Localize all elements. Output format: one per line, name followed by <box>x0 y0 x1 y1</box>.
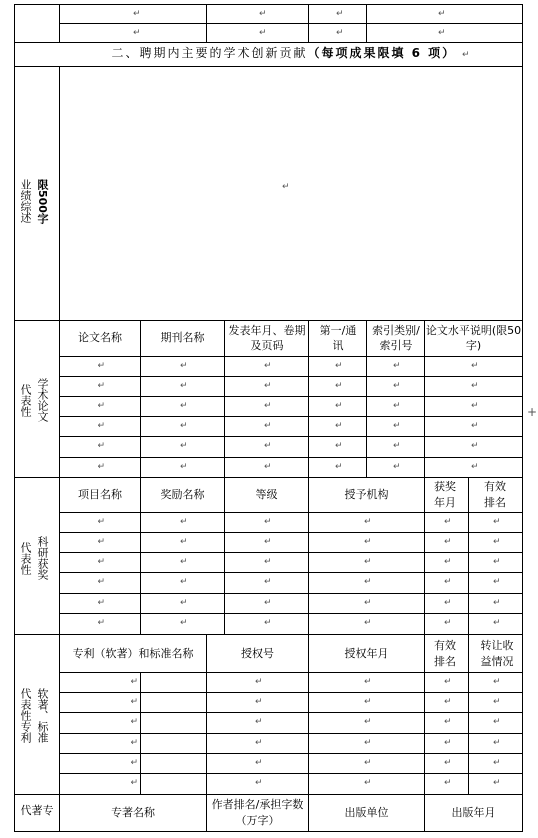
paragraph-mark: ↵ <box>335 401 343 411</box>
table-cell[interactable] <box>207 693 308 711</box>
paragraph-mark: ↵ <box>444 598 452 608</box>
table-cell[interactable] <box>469 553 522 571</box>
table-cell[interactable] <box>141 357 224 375</box>
paragraph-mark: ↵ <box>180 462 188 472</box>
paragraph-mark: ↵ <box>444 517 452 527</box>
paragraph-mark: ↵ <box>180 361 188 371</box>
awards-label-type: 科研获奖 <box>36 536 49 580</box>
paragraph-mark: ↵ <box>180 618 188 628</box>
table-cell[interactable] <box>425 533 468 551</box>
table-cell[interactable] <box>207 734 308 752</box>
table-cell[interactable] <box>225 573 308 591</box>
paragraph-mark: ↵ <box>444 618 452 628</box>
patents-label-main: 代表性专利 <box>19 687 32 743</box>
table-cell[interactable] <box>309 458 366 476</box>
paragraph-mark: ↵ <box>364 618 372 628</box>
paragraph-mark: ↵ <box>259 9 267 19</box>
patents-header-name: 专利（软著）和标准名称 <box>72 647 194 660</box>
paragraph-mark: ↵ <box>444 738 452 748</box>
table-cell[interactable] <box>141 573 224 591</box>
paragraph-mark: ↵ <box>97 361 106 371</box>
table-cell[interactable] <box>141 513 224 531</box>
table-cell[interactable] <box>141 437 224 455</box>
table-cell[interactable] <box>309 397 366 415</box>
table-cell[interactable] <box>309 553 424 571</box>
table-cell[interactable] <box>141 553 224 571</box>
table-cell[interactable] <box>425 417 522 435</box>
papers-header-title: 论文名称 <box>78 331 122 344</box>
table-cell[interactable] <box>60 513 140 531</box>
books-header-date: 出版年月 <box>451 806 496 819</box>
paragraph-mark: ↵ <box>133 9 141 19</box>
paragraph-mark: ↵ <box>255 778 263 788</box>
table-cell[interactable] <box>225 377 308 395</box>
table-cell[interactable] <box>469 713 522 731</box>
table-cell[interactable] <box>60 397 140 415</box>
paragraph-mark: ↵ <box>444 537 452 547</box>
table-cell[interactable] <box>367 377 424 395</box>
paragraph-mark: ↵ <box>255 677 263 687</box>
patents-header-rank: 有效排名 <box>434 639 456 668</box>
awards-header-org: 授予机构 <box>344 488 389 501</box>
papers-header-author: 第一/通讯 <box>319 324 357 352</box>
table-cell[interactable] <box>225 357 308 375</box>
table-cell[interactable] <box>225 437 308 455</box>
paragraph-mark: ↵ <box>255 758 263 768</box>
table-cell[interactable] <box>60 673 206 691</box>
paragraph-mark: ↵ <box>471 441 479 451</box>
paragraph-mark: ↵ <box>255 738 263 748</box>
papers-label-type: 学术论文 <box>36 378 49 422</box>
paragraph-mark: ↵ <box>444 557 452 567</box>
papers-header-date: 发表年月、卷期及页码 <box>228 324 306 352</box>
table-cell[interactable] <box>469 573 522 591</box>
paragraph-mark: ↵ <box>180 537 188 547</box>
section-title-limit: （每项成果限填 6 项） <box>307 46 457 60</box>
table-cell[interactable] <box>141 458 224 476</box>
paragraph-mark: ↵ <box>255 717 263 727</box>
table-cell[interactable] <box>60 357 140 375</box>
table-cell[interactable] <box>141 614 224 632</box>
paragraph-mark: ↵ <box>444 717 452 727</box>
paragraph-mark: ↵ <box>259 28 267 38</box>
paragraph-mark: ↵ <box>364 537 372 547</box>
table-cell[interactable] <box>225 458 308 476</box>
paragraph-mark: ↵ <box>393 421 401 431</box>
patents-side-label <box>19 680 31 750</box>
awards-side-type <box>36 530 48 586</box>
paragraph-mark: ↵ <box>335 421 343 431</box>
table-cell[interactable] <box>367 437 424 455</box>
paragraph-mark: ↵ <box>97 618 106 628</box>
table-cell[interactable] <box>309 734 424 752</box>
paragraph-mark: ↵ <box>133 28 141 38</box>
section-title <box>60 44 523 61</box>
table-cell[interactable] <box>425 357 522 375</box>
paragraph-mark: ↵ <box>493 618 501 628</box>
paragraph-mark: ↵ <box>444 577 452 587</box>
table-cell[interactable] <box>309 437 366 455</box>
paragraph-mark: ↵ <box>97 577 106 587</box>
paragraph-mark: ↵ <box>471 421 479 431</box>
table-cell[interactable] <box>309 573 424 591</box>
paragraph-mark: ↵ <box>130 717 139 727</box>
table-cell[interactable] <box>309 673 424 691</box>
paragraph-mark: ↵ <box>264 577 272 587</box>
paragraph-mark: ↵ <box>336 9 344 19</box>
paragraph-mark: ↵ <box>97 537 106 547</box>
paragraph-mark: ↵ <box>264 381 272 391</box>
papers-side-type <box>36 372 48 428</box>
paragraph-mark: ↵ <box>180 517 188 527</box>
table-cell[interactable] <box>207 673 308 691</box>
table-cell[interactable] <box>469 734 522 752</box>
section-title-text: 二、聘期内主要的学术创新贡献 <box>111 46 308 60</box>
table-cell[interactable] <box>425 513 468 531</box>
paragraph-mark: ↵ <box>438 28 446 38</box>
table-cell[interactable] <box>367 417 424 435</box>
papers-header-index: 索引类别/索引号 <box>372 324 420 352</box>
table-cell[interactable] <box>225 553 308 571</box>
patents-header-number: 授权号 <box>241 647 274 660</box>
paragraph-mark: ↵ <box>364 577 372 587</box>
paragraph-mark: ↵ <box>364 697 372 707</box>
paragraph-mark: ↵ <box>493 517 501 527</box>
paragraph-mark: ↵ <box>97 381 106 391</box>
table-cell[interactable] <box>225 417 308 435</box>
awards-header-project: 项目名称 <box>78 488 122 501</box>
paragraph-mark: ↵ <box>97 401 106 411</box>
table-cell[interactable] <box>141 397 224 415</box>
add-row-handle[interactable]: + <box>527 405 538 419</box>
paragraph-mark: ↵ <box>364 598 372 608</box>
paragraph-mark: ↵ <box>282 182 290 192</box>
table-cell[interactable] <box>141 377 224 395</box>
paragraph-mark: ↵ <box>180 557 188 567</box>
awards-label-main: 代表性 <box>19 541 32 575</box>
table-cell[interactable] <box>60 458 140 476</box>
paragraph-mark: ↵ <box>264 618 272 628</box>
table-cell[interactable] <box>207 713 308 731</box>
paragraph-mark: ↵ <box>493 677 501 687</box>
table-cell[interactable] <box>60 437 140 455</box>
summary-label-limit: 限500字 <box>36 178 49 224</box>
paragraph-mark: ↵ <box>335 381 343 391</box>
paragraph-mark: ↵ <box>255 697 263 707</box>
patents-side-type <box>36 680 48 750</box>
patents-header-date: 授权年月 <box>344 647 389 660</box>
paragraph-mark: ↵ <box>264 537 272 547</box>
table-cell[interactable] <box>367 357 424 375</box>
books-header-name: 专著名称 <box>111 806 155 819</box>
paragraph-mark: ↵ <box>364 778 372 788</box>
table-cell[interactable] <box>425 754 468 772</box>
table-cell[interactable] <box>469 754 522 772</box>
table-cell[interactable] <box>425 693 468 711</box>
paragraph-mark: ↵ <box>180 577 188 587</box>
table-cell[interactable] <box>60 553 140 571</box>
paragraph-mark: ↵ <box>493 697 501 707</box>
paragraph-mark: ↵ <box>444 677 452 687</box>
table-cell[interactable] <box>309 754 424 772</box>
books-header-publisher: 出版单位 <box>344 806 389 819</box>
table-cell[interactable] <box>425 377 522 395</box>
paragraph-mark: ↵ <box>335 441 343 451</box>
papers-header-journal: 期刊名称 <box>160 331 205 344</box>
paragraph-mark: ↵ <box>335 462 343 472</box>
paragraph-mark: ↵ <box>180 598 188 608</box>
table-cell[interactable] <box>225 594 308 612</box>
table-cell[interactable] <box>309 713 424 731</box>
paragraph-mark: ↵ <box>393 381 401 391</box>
awards-header-grade: 等级 <box>255 488 278 501</box>
paragraph-mark: ↵ <box>97 598 106 608</box>
paragraph-mark: ↵ <box>364 677 372 687</box>
table-cell[interactable] <box>469 513 522 531</box>
table-cell[interactable] <box>60 594 140 612</box>
table-cell[interactable] <box>309 614 424 632</box>
table-cell[interactable] <box>207 774 308 792</box>
awards-side-label <box>19 530 31 586</box>
table-cell[interactable] <box>60 754 206 772</box>
paragraph-mark: ↵ <box>444 758 452 768</box>
table-cell[interactable] <box>309 594 424 612</box>
table-cell[interactable] <box>425 614 468 632</box>
paragraph-mark: ↵ <box>393 462 401 472</box>
paragraph-mark: ↵ <box>264 441 272 451</box>
table-cell[interactable] <box>225 397 308 415</box>
paragraph-mark: ↵ <box>130 697 139 707</box>
table-cell[interactable] <box>60 734 206 752</box>
paragraph-mark: ↵ <box>493 758 501 768</box>
table-cell[interactable] <box>141 594 224 612</box>
paragraph-mark: ↵ <box>130 758 139 768</box>
paragraph-mark: ↵ <box>264 557 272 567</box>
paragraph-mark: ↵ <box>130 778 139 788</box>
paragraph-mark: ↵ <box>264 462 272 472</box>
paragraph-mark: ↵ <box>444 697 452 707</box>
paragraph-mark: ↵ <box>364 717 372 727</box>
table-cell[interactable] <box>367 397 424 415</box>
paragraph-mark: ↵ <box>264 401 272 411</box>
table-cell[interactable] <box>60 614 140 632</box>
paragraph-mark: ↵ <box>471 462 479 472</box>
paragraph-mark: ↵ <box>335 361 343 371</box>
paragraph-mark: ↵ <box>471 381 479 391</box>
table-cell[interactable] <box>425 594 468 612</box>
paragraph-mark: ↵ <box>130 677 139 687</box>
table-cell[interactable] <box>425 673 468 691</box>
paragraph-mark: ↵ <box>493 577 501 587</box>
awards-header-date: 获奖年月 <box>434 480 456 509</box>
paragraph-mark: ↵ <box>364 517 372 527</box>
table-cell[interactable] <box>60 713 206 731</box>
paragraph-mark: ↵ <box>264 517 272 527</box>
paragraph-mark: ↵ <box>493 598 501 608</box>
paragraph-mark: ↵ <box>264 361 272 371</box>
paragraph-mark: ↵ <box>97 441 106 451</box>
awards-header-rank: 有效排名 <box>484 480 506 509</box>
paragraph-mark: ↵ <box>364 758 372 768</box>
table-cell[interactable] <box>425 458 522 476</box>
table-cell[interactable] <box>60 573 140 591</box>
paragraph-mark: ↵ <box>462 50 472 60</box>
paragraph-mark: ↵ <box>444 778 452 788</box>
paragraph-mark: ↵ <box>180 421 188 431</box>
papers-header-level: 论文水平说明(限50字) <box>425 324 522 352</box>
papers-side-label <box>19 372 31 428</box>
paragraph-mark: ↵ <box>97 462 106 472</box>
table-cell[interactable] <box>60 533 140 551</box>
table-cell[interactable] <box>469 614 522 632</box>
table-cell[interactable] <box>60 417 140 435</box>
table-cell[interactable] <box>469 594 522 612</box>
paragraph-mark: ↵ <box>264 598 272 608</box>
patents-header-transfer: 转让收益情况 <box>480 639 514 668</box>
paragraph-mark: ↵ <box>471 361 479 371</box>
paragraph-mark: ↵ <box>97 557 106 567</box>
table-cell[interactable] <box>141 417 224 435</box>
paragraph-mark: ↵ <box>180 401 188 411</box>
paragraph-mark: ↵ <box>493 537 501 547</box>
table-cell[interactable] <box>425 437 522 455</box>
paragraph-mark: ↵ <box>393 441 401 451</box>
paragraph-mark: ↵ <box>493 778 501 788</box>
table-cell[interactable] <box>425 713 468 731</box>
paragraph-mark: ↵ <box>336 28 344 38</box>
table-cell[interactable] <box>425 734 468 752</box>
table-cell[interactable] <box>469 673 522 691</box>
table-cell[interactable] <box>309 513 424 531</box>
paragraph-mark: ↵ <box>438 9 446 19</box>
table-cell[interactable] <box>309 417 366 435</box>
books-side-label: 代著专 <box>20 804 54 817</box>
table-cell[interactable] <box>309 774 424 792</box>
paragraph-mark: ↵ <box>364 738 372 748</box>
paragraph-mark: ↵ <box>180 441 188 451</box>
table-cell[interactable] <box>309 377 366 395</box>
paragraph-mark: ↵ <box>493 738 501 748</box>
table-cell[interactable] <box>425 774 468 792</box>
table-cell[interactable] <box>60 693 206 711</box>
table-cell[interactable] <box>309 693 424 711</box>
table-cell[interactable] <box>309 533 424 551</box>
table-cell[interactable] <box>469 774 522 792</box>
awards-header-award: 奖励名称 <box>160 488 205 501</box>
patents-label-type: 软著、标准 <box>36 687 49 743</box>
paragraph-mark: ↵ <box>393 401 401 411</box>
table-cell[interactable] <box>469 693 522 711</box>
paragraph-mark: ↵ <box>180 381 188 391</box>
papers-label-main: 代表性 <box>19 383 32 417</box>
table-cell[interactable] <box>207 754 308 772</box>
table-cell[interactable] <box>225 513 308 531</box>
summary-side-limit <box>36 166 48 236</box>
table-cell[interactable] <box>225 533 308 551</box>
paragraph-mark: ↵ <box>471 401 479 411</box>
table-cell[interactable] <box>425 397 522 415</box>
paragraph-mark: ↵ <box>493 557 501 567</box>
paragraph-mark: ↵ <box>97 517 106 527</box>
table-cell[interactable] <box>141 533 224 551</box>
summary-input-area[interactable] <box>60 67 522 320</box>
summary-side-label <box>19 166 31 236</box>
paragraph-mark: ↵ <box>130 738 139 748</box>
paragraph-mark: ↵ <box>364 557 372 567</box>
summary-label-main: 业绩综述 <box>19 179 32 223</box>
table-cell[interactable] <box>60 774 206 792</box>
table-cell[interactable] <box>309 357 366 375</box>
paragraph-mark: ↵ <box>97 421 106 431</box>
table-cell[interactable] <box>60 377 140 395</box>
table-cell[interactable] <box>367 458 424 476</box>
table-cell[interactable] <box>425 553 468 571</box>
table-cell[interactable] <box>425 573 468 591</box>
paragraph-mark: ↵ <box>264 421 272 431</box>
table-cell[interactable] <box>225 614 308 632</box>
paragraph-mark: ↵ <box>393 361 401 371</box>
paragraph-mark: ↵ <box>493 717 501 727</box>
books-header-author: 作者排名/承担字数（万字） <box>211 798 304 827</box>
table-cell[interactable] <box>469 533 522 551</box>
